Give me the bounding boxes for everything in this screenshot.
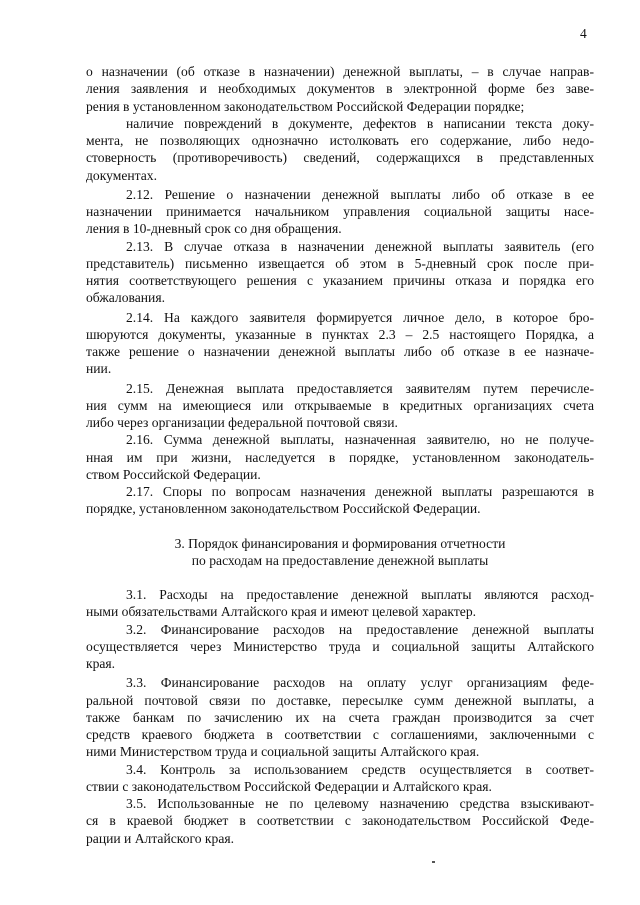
text-line: 3.3. Финансирование расходов на оплату услуг организациям феде- — [126, 675, 594, 691]
text-line: ся в краевой бюджет в соответствии с законодательством Российской Феде- — [86, 813, 594, 829]
text-line: 2.15. Денежная выплата предоставляется заявителям путем перечисле- — [126, 380, 594, 396]
text-line: ральной почтовой связи по доставке, пересылке сумм денежной выплаты, а — [86, 692, 594, 708]
text-line: 3.4. Контроль за использованием средств осуществляется в соответ- — [126, 761, 594, 777]
section-heading-line: по расходам на предоставление денежной выплаты — [191, 552, 489, 568]
paragraph-3-1 — [86, 586, 594, 621]
text-line: нная им при жизни, наследуется в порядке, установленном законодатель- — [86, 449, 594, 465]
paragraph-document-damage — [86, 115, 594, 184]
text-line: 2.14. На каждого заявителя формируется личное дело, в которое бро- — [126, 309, 594, 325]
page-number: 4 — [580, 26, 587, 41]
paragraph-2-17 — [86, 483, 594, 518]
text-line: ством Российской Федерации. — [86, 466, 261, 482]
text-line: ления в 10-дневный срок со дня обращения. — [86, 221, 342, 237]
text-line: осуществляется через Министерство труда и социальной защиты Алтайского — [86, 638, 594, 654]
paragraph-3-2 — [86, 621, 594, 673]
text-line: 2.16. Сумма денежной выплаты, назначенная заявителю, но не получе- — [126, 432, 594, 448]
text-line: 3.2. Финансирование расходов на предоставление денежной выплаты — [126, 621, 594, 637]
text-line: средств краевого бюджета в соответствии с соглашениями, заключенными с — [86, 727, 594, 742]
text-line: рации и Алтайского края. — [86, 830, 235, 846]
text-line: порядке, установленном законодательством Российской Федерации. — [86, 501, 481, 517]
scan-speck — [432, 861, 435, 863]
text-line: обжалования. — [86, 290, 165, 306]
text-line: 2.17. Споры по вопросам назначения денежной выплаты разрешаются в — [126, 484, 594, 499]
paragraph-notification-refusal — [86, 63, 594, 115]
section-heading — [86, 535, 594, 570]
text-line: ствии с законодательством Российской Федерации и Алтайского края. — [86, 778, 492, 794]
text-line: нятия соответствующего решения с указанием причины отказа и порядка его — [86, 273, 594, 288]
text-line: края. — [86, 656, 116, 671]
text-line: документах. — [86, 167, 157, 183]
text-line: также банкам по зачислению их на счета граждан производится за счет — [86, 709, 594, 725]
paragraph-2-15 — [86, 380, 594, 432]
text-line: назначении принимается начальником управления социальной защиты насе- — [86, 204, 594, 219]
paragraph-2-13 — [86, 238, 594, 307]
text-line: 3.5. Использованные не по целевому назначению средства взыскивают- — [126, 796, 594, 811]
text-line: ления заявления и необходимых документов в электронной форме без заве- — [86, 81, 594, 97]
paragraph-3-3 — [86, 674, 594, 760]
text-line: ными обязательствами Алтайского края и имеют целевой характер. — [86, 604, 477, 620]
paragraph-2-16 — [86, 431, 594, 483]
paragraph-2-14 — [86, 309, 594, 378]
paragraph-3-4 — [86, 761, 594, 796]
paragraph-3-5 — [86, 795, 594, 847]
text-line: рения в установленном законодательством Российской Федерации порядке; — [86, 98, 525, 114]
text-line: нии. — [86, 361, 112, 377]
text-line: стоверность (противоречивость) сведений, содержащихся в представленных — [86, 150, 594, 166]
text-line: ними Министерством труда и социальной защиты Алтайского края. — [86, 744, 480, 760]
text-line: 2.13. В случае отказа в назначении денежной выплаты заявитель (его — [126, 238, 594, 254]
text-line: ния сумм на имеющиеся или открываемые в кредитных организациях счета — [86, 397, 594, 413]
text-line: также решение о назначении денежной выплаты либо об отказе в ее назначе- — [86, 344, 594, 359]
text-line: 3.1. Расходы на предоставление денежной выплаты являются расход- — [126, 587, 594, 602]
text-line: мента, не позволяющих однозначно истолковать его содержание, либо недо- — [86, 133, 594, 148]
text-line: о назначении (об отказе в назначении) денежной выплаты, – в случае направ- — [86, 64, 594, 79]
paragraph-2-12 — [86, 186, 594, 238]
text-line: 2.12. Решение о назначении денежной выплаты либо об отказе в ее — [126, 186, 594, 202]
text-line: представитель) письменно извещается об этом в 5-дневный срок после при- — [86, 255, 594, 271]
text-line: либо через организации федеральной почтовой связи. — [86, 415, 398, 430]
section-heading-line: 3. Порядок финансирования и формирования отчетности — [174, 535, 506, 551]
text-line: шюруются документы, указанные в пунктах 2.3 – 2.5 настоящего Порядка, а — [86, 326, 594, 342]
document-body — [86, 63, 594, 847]
text-line: наличие повреждений в документе, дефектов в написании текста доку- — [126, 115, 594, 131]
